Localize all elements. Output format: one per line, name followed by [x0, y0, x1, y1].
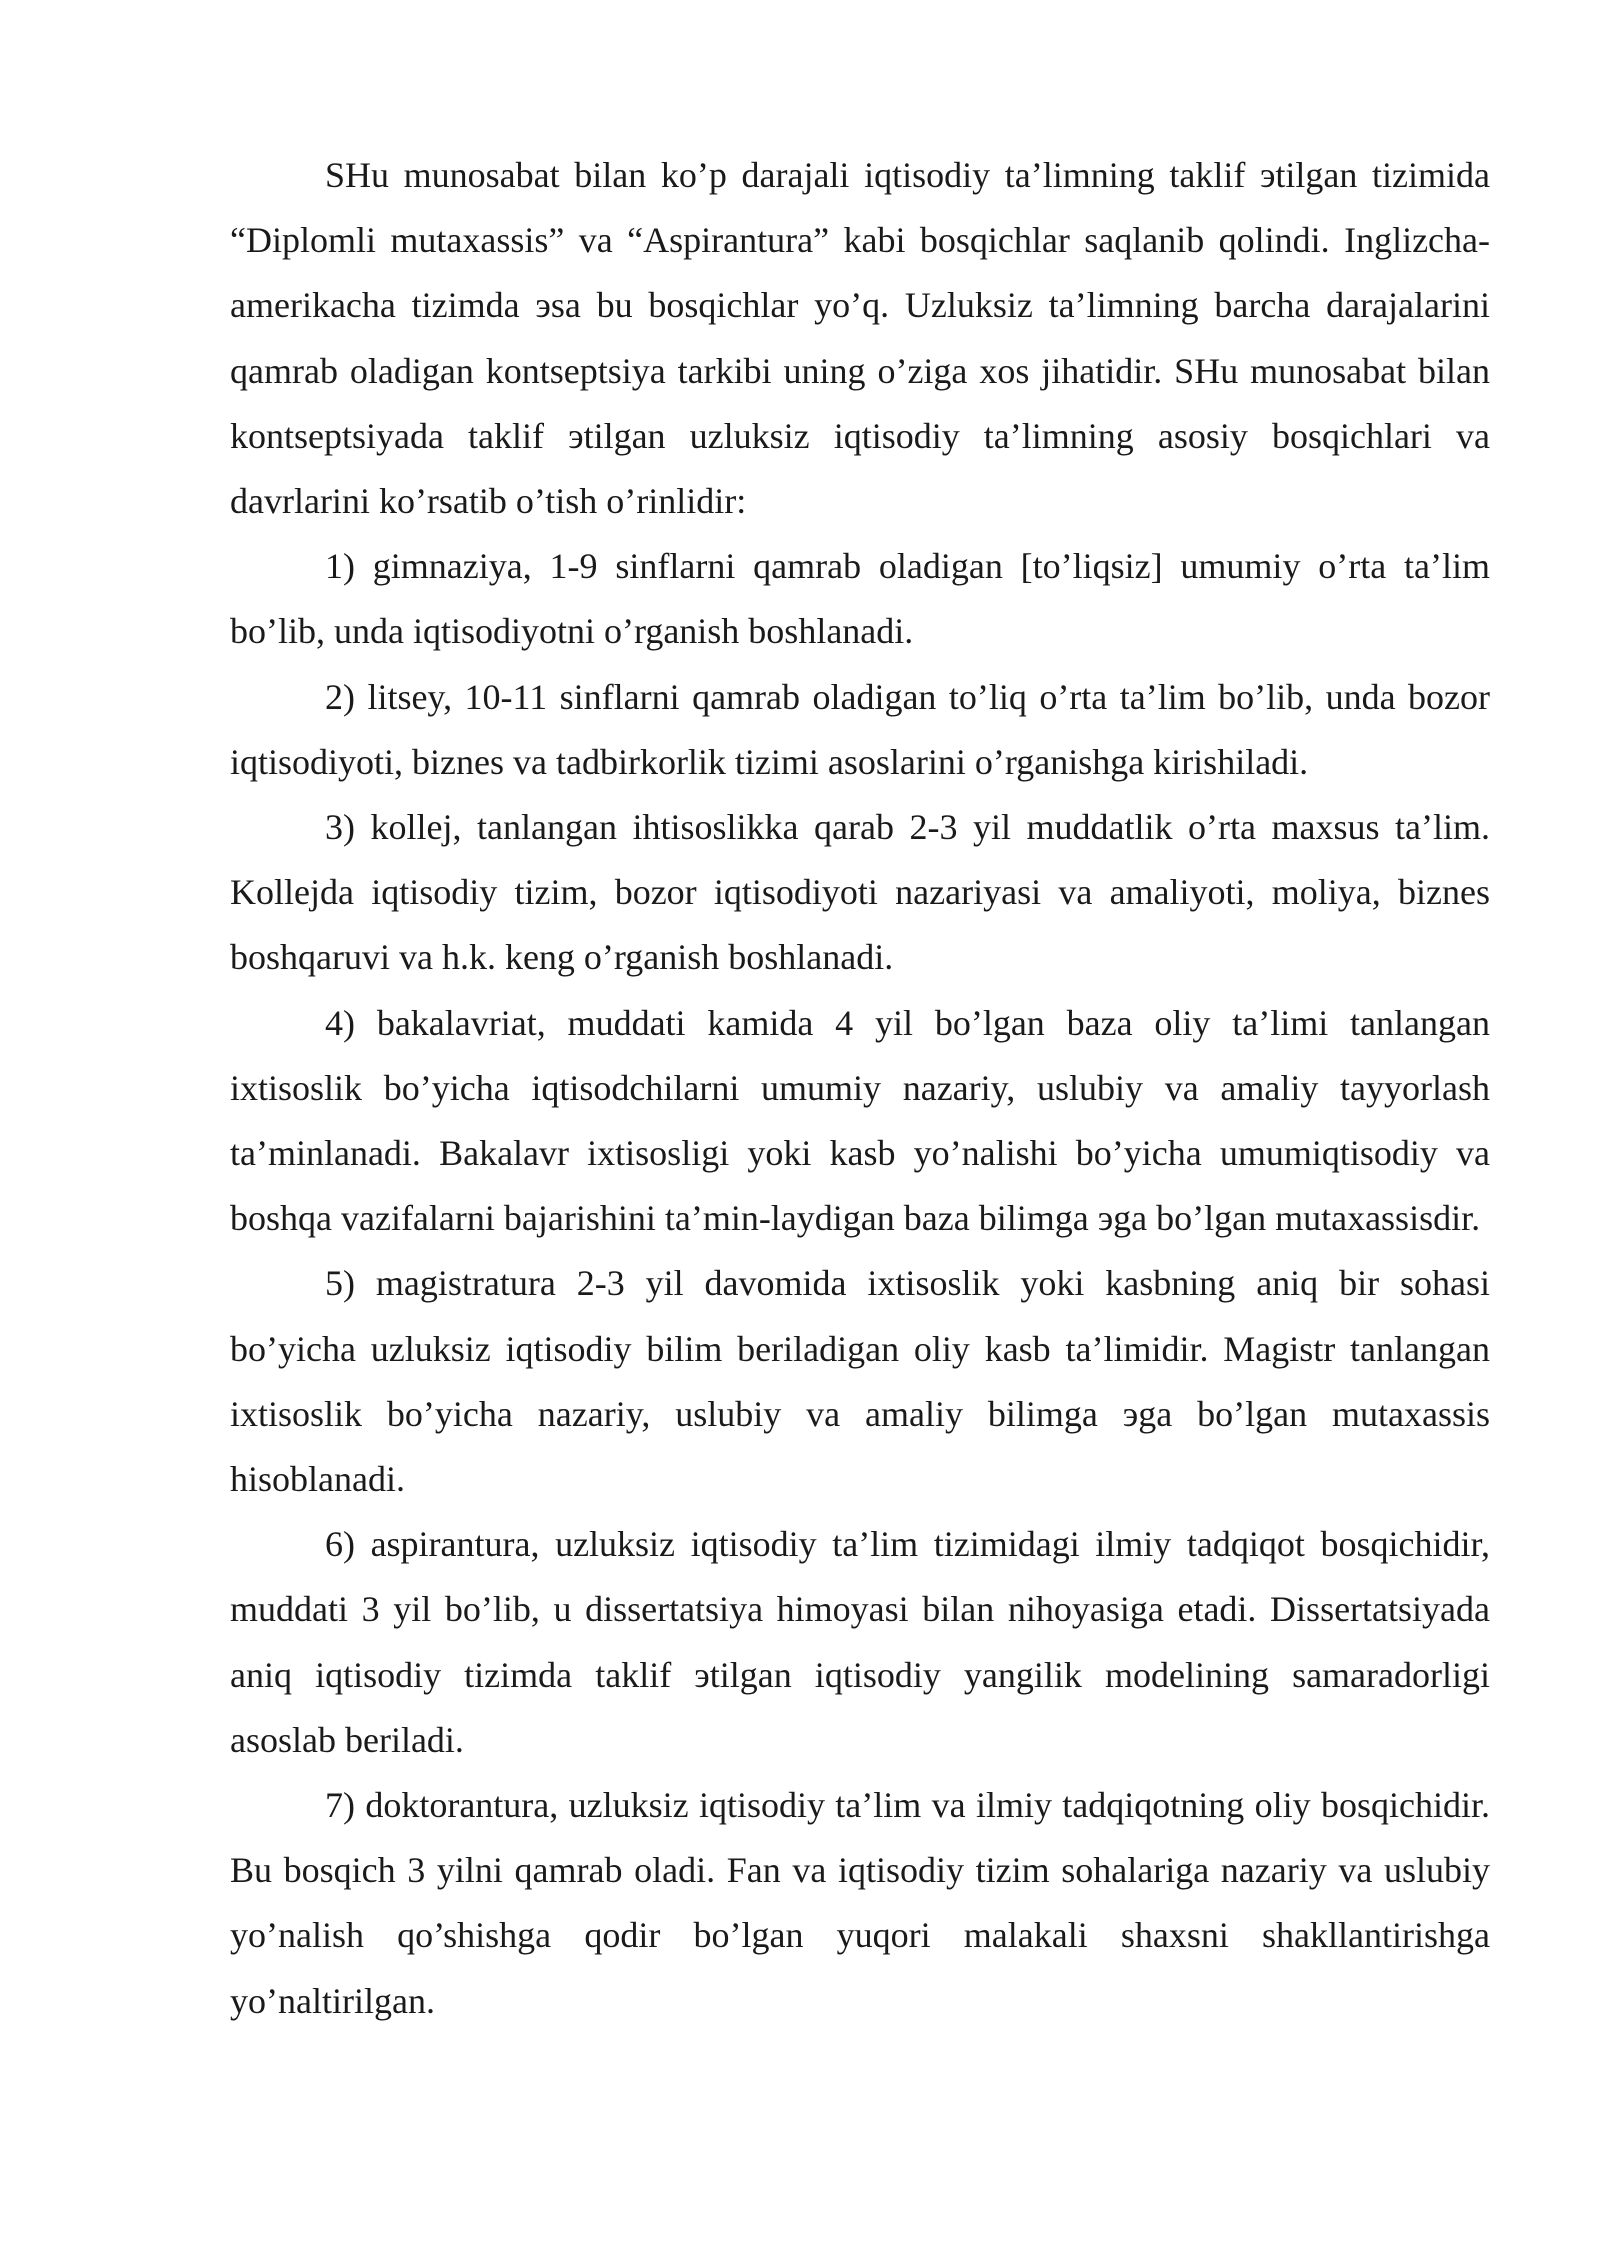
document-body — [230, 143, 1490, 2034]
list-item-bakalavriat: 4) bakalavriat, muddati kamida 4 yil bo’lgan baza oliy ta’limi tanlangan ixtisoslik bo’yicha iqtisodchilarni umumiy nazariy, uslubiy va amaliy tayyorlash ta’minlanadi. Bakalavr ixtisosligi yoki kasb yo’nalishi bo’yicha umumiqtisodiy va boshqa vazifalarni bajarishini ta’min-laydigan baza bilimga эga bo’lgan mutaxassisdir. — [230, 1002, 1490, 1239]
list-item-doktorantura: 7) doktorantura, uzluksiz iqtisodiy ta’lim va ilmiy tadqiqotning oliy bosqichidir. Bu bosqich 3 yilni qamrab oladi. Fan va iqtisodiy tizim sohalariga nazariy va uslubiy yo’nalish qo’shishga qodir bo’lgan yuqori malakali shaxsni shakllantirishga yo’naltirilgan. — [230, 1785, 1490, 2021]
list-item-litsey: 2) litsey, 10-11 sinflarni qamrab oladigan to’liq o’rta ta’lim bo’lib, unda bozor iqtisodiyoti, biznes va tadbirkorlik tizimi asoslarini o’rganishga kirishiladi. — [230, 676, 1490, 782]
intro-paragraph: SHu munosabat bilan ko’p darajali iqtisodiy ta’limning taklif эtilgan tizimida “Diplomli mutaxassis” va “Aspirantura” kabi bosqichlar saqlanib qolindi. Inglizcha-amerikacha tizimda эsa bu bosqichlar yo’q. Uzluksiz ta’limning barcha darajalarini qamrab oladigan kontseptsiya tarkibi uning o’ziga xos jihatidir. SHu munosabat bilan kontseptsiyada taklif эtilgan uzluksiz iqtisodiy ta’limning asosiy bosqichlari va davrlarini ko’rsatib o’tish o’rinlidir: — [230, 155, 1490, 522]
list-item-gimnaziya: 1) gimnaziya, 1-9 sinflarni qamrab oladigan [to’liqsiz] umumiy o’rta ta’lim bo’lib, unda iqtisodiyotni o’rganish boshlanadi. — [230, 546, 1490, 652]
list-item-magistratura: 5) magistratura 2-3 yil davomida ixtisoslik yoki kasbning aniq bir sohasi bo’yicha uzluksiz iqtisodiy bilim beriladigan oliy kasb ta’limidir. Magistr tanlangan ixtisoslik bo’yicha nazariy, uslubiy va amaliy bilimga эga bo’lgan mutaxassis hisoblanadi. — [230, 1263, 1490, 1500]
list-item-kollej: 3) kollej, tanlangan ihtisoslikka qarab 2-3 yil muddatlik o’rta maxsus ta’lim. Kollejda iqtisodiy tizim, bozor iqtisodiyoti nazariyasi va amaliyoti, moliya, biznes boshqaruvi va h.k. keng o’rganish boshlanadi. — [230, 807, 1490, 978]
list-item-aspirantura: 6) aspirantura, uzluksiz iqtisodiy ta’lim tizimidagi ilmiy tadqiqot bosqichidir, muddati 3 yil bo’lib, u dissertatsiya himoyasi bilan nihoyasiga etadi. Dissertatsiyada aniq iqtisodiy tizimda taklif эtilgan iqtisodiy yangilik modelining samaradorligi asoslab beriladi. — [230, 1524, 1490, 1760]
